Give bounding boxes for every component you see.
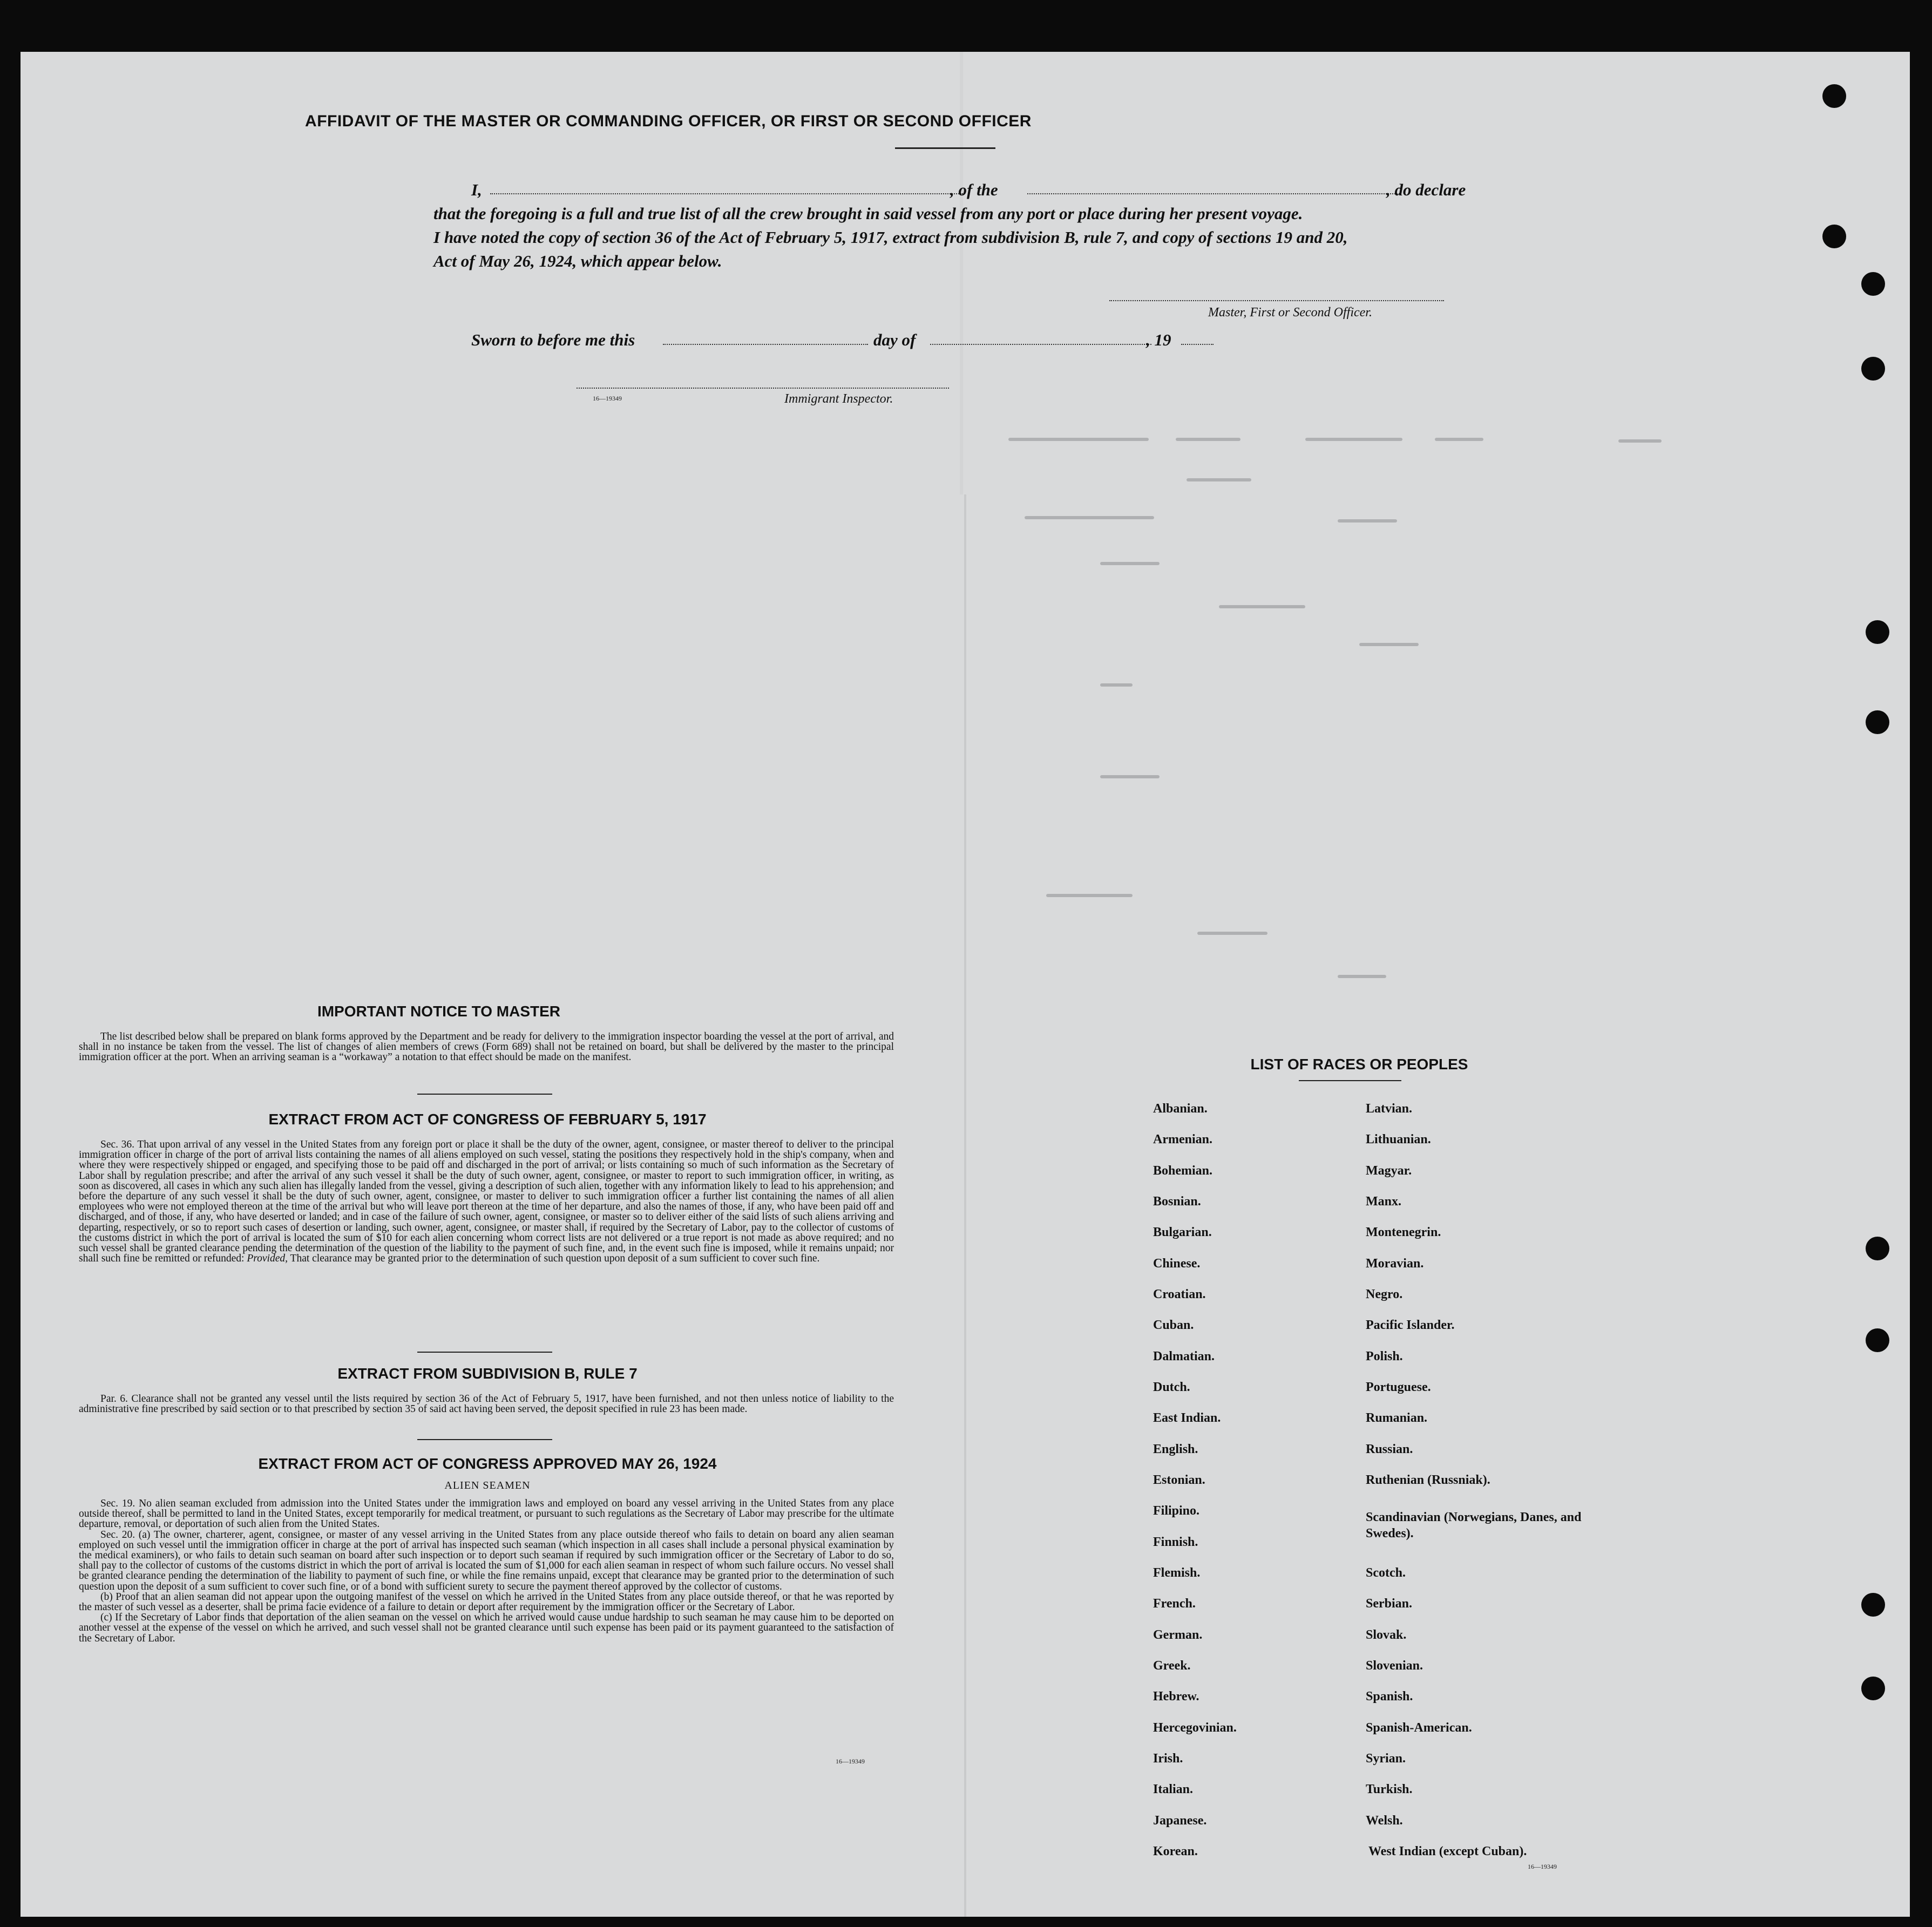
race-item: Cuban. [1153, 1318, 1194, 1332]
rule7-text [79, 1394, 894, 1414]
race-item: Spanish. [1366, 1689, 1413, 1704]
punch-hole [1866, 620, 1889, 644]
races-rule [1299, 1080, 1401, 1081]
race-item: West Indian (except Cuban). [1368, 1844, 1527, 1858]
affidavit-title: AFFIDAVIT OF THE MASTER OR COMMANDING OFFICER, OR FIRST OR SECOND OFFICER [305, 112, 1032, 130]
inspector-caption: Immigrant Inspector. [784, 392, 893, 406]
race-item: Moravian. [1366, 1257, 1424, 1271]
race-item: Spanish-American. [1366, 1721, 1472, 1735]
day-of-label: day of [873, 330, 916, 349]
race-item: Manx. [1366, 1195, 1401, 1209]
notice-rule [417, 1094, 552, 1095]
sec20a-paragraph: Sec. 20. (a) The owner, charterer, agent, consignee, or master of any vessel arriving in the United States from any place outside thereof who fails to detain on board any alien seaman employed on such vessel until the immigration officer in charge at the port of arrival has inspected such seaman (which inspection in all cases shall include a personal physical examination by the medical examiners), or who fails to detain such seaman on board after such inspection or to deport such seaman if required by such immigration officer or the Secretary of Labor to do so, shall pay to the collector of customs of the customs district in which the port of arrival is located the sum of $1,000 for each alien seaman in respect of whom such failure occurs. No vessel shall be granted clearance pending the determination of the liability to payment of such fine, or while the fine remains unpaid, except that clearance may be granted prior to the determination of such question upon the deposit of a sum sufficient to cover such fine, or of a bond with sufficient surety to secure the payment thereof approved by the collector of customs. [79, 1529, 894, 1592]
race-item: Dutch. [1153, 1380, 1190, 1394]
extract-1917-text [79, 1139, 894, 1264]
notice-text [79, 1032, 894, 1063]
affidavit-do-declare: , do declare [1386, 180, 1466, 199]
race-item: Pacific Islander. [1366, 1318, 1455, 1332]
race-item: Scandinavian (Norwegians, Danes, and Swedes). [1366, 1510, 1582, 1541]
race-item: French. [1153, 1597, 1196, 1611]
race-item: Bohemian. [1153, 1164, 1213, 1178]
sec36-label: Sec. 36. [100, 1139, 135, 1150]
race-item: Turkish. [1366, 1782, 1413, 1796]
race-item: Magyar. [1366, 1164, 1412, 1178]
race-item: Filipino. [1153, 1504, 1200, 1518]
sworn-year-field[interactable] [1181, 344, 1214, 345]
punch-hole [1822, 225, 1846, 248]
race-item: Greek. [1153, 1659, 1191, 1673]
sec36-tail: That clearance may be granted prior to the determination of such question upon deposit of a sum sufficient to cover such fine. [290, 1253, 820, 1265]
inspector-signature-field[interactable] [577, 388, 949, 389]
form-number-top: 16—19349 [593, 395, 622, 402]
race-item: Albanian. [1153, 1102, 1208, 1116]
race-item: Slovenian. [1366, 1659, 1423, 1673]
punch-hole [1822, 84, 1846, 108]
provided-word: Provided, [247, 1253, 288, 1265]
sworn-month-field[interactable] [930, 344, 1151, 345]
rule7-rule [417, 1439, 552, 1440]
race-item: Polish. [1366, 1349, 1403, 1363]
race-item: German. [1153, 1628, 1203, 1642]
punch-hole [1861, 272, 1885, 296]
race-item: Korean. [1153, 1844, 1198, 1858]
punch-hole [1866, 1328, 1889, 1352]
race-item: English. [1153, 1442, 1198, 1456]
extract-1917-title: EXTRACT FROM ACT OF CONGRESS OF FEBRUARY 5, 1917 [268, 1111, 707, 1128]
affidavit-line-3: I have noted the copy of section 36 of the Act of February 5, 1917, extract from subdivision B, rule 7, and copy of sections 19 and 20, [433, 228, 1348, 247]
signature-field[interactable] [1109, 300, 1444, 301]
vessel-field[interactable] [1027, 193, 1400, 194]
race-item: Rumanian. [1366, 1411, 1428, 1425]
race-item: East Indian. [1153, 1411, 1221, 1425]
race-item: Serbian. [1366, 1597, 1413, 1611]
fold-line [964, 494, 966, 1917]
notice-title: IMPORTANT NOTICE TO MASTER [317, 1003, 561, 1020]
rule7-body: Par. 6. Clearance shall not be granted any vessel until the lists required by section 36 of the Act of February 5, 1917, have been furnished, and not then unless notice of liability to the administrative fine prescribed by said section or to that prescribed by section 35 of said act having been served, the deposit specified in rule 23 has been made. [79, 1393, 894, 1415]
race-item: Bulgarian. [1153, 1225, 1212, 1239]
race-item: Latvian. [1366, 1102, 1413, 1116]
punch-hole [1861, 357, 1885, 381]
affidavit-i: I, [471, 180, 482, 199]
race-item: Ruthenian (Russniak). [1366, 1473, 1490, 1487]
race-item: Negro. [1366, 1287, 1403, 1301]
race-item: Bosnian. [1153, 1195, 1201, 1209]
races-title: LIST OF RACES OR PEOPLES [1250, 1056, 1468, 1073]
sec19-paragraph: Sec. 19. No alien seaman excluded from admission into the United States under the immigration laws and employed on board any vessel arriving in the United States from any place outside thereof, shall be permitted to land in the United States, except temporarily for medical treatment, or pursuant to such regulations as the Secretary of Labor may prescribe for the ultimate departure, removal, or deportation of such alien from the United States. [79, 1498, 894, 1530]
race-item: Croatian. [1153, 1287, 1206, 1301]
sec20c-paragraph: (c) If the Secretary of Labor finds that deportation of the alien seaman on the vessel on which he arrived would cause undue hardship to such seaman he may cause him to be deported on another vessel at the expense of the vessel on which he arrived, and such vessel shall not be granted clearance until such expense has been paid or its payment guaranteed to the satisfaction of the Secretary of Labor. [79, 1612, 894, 1644]
punch-hole [1866, 1237, 1889, 1260]
sec20b-paragraph: (b) Proof that an alien seaman did not appear upon the outgoing manifest of the vessel on which he arrived in the United States from any place outside thereof, or that he was reported by the master of such vessel as a deserter, shall be prima facie evidence of a failure to detain or deport after requirement by the immigration officer or the Secretary of Labor. [79, 1591, 894, 1613]
race-item: Portuguese. [1366, 1380, 1431, 1394]
name-field[interactable] [490, 193, 963, 194]
race-item: Estonian. [1153, 1473, 1205, 1487]
race-item: Slovak. [1366, 1628, 1407, 1642]
extract-1924-title: EXTRACT FROM ACT OF CONGRESS APPROVED MAY 26, 1924 [258, 1455, 717, 1472]
extract-1924-text [79, 1498, 894, 1644]
year-label: , 19 [1146, 330, 1171, 349]
race-item: Hebrew. [1153, 1689, 1199, 1704]
race-item: Italian. [1153, 1782, 1194, 1796]
form-number-right: 16—19349 [1528, 1863, 1557, 1870]
affidavit-line-4: Act of May 26, 1924, which appear below. [433, 252, 722, 270]
alien-seamen-subtitle: ALIEN SEAMEN [444, 1480, 531, 1491]
punch-hole [1861, 1677, 1885, 1700]
notice-body: The list described below shall be prepared on blank forms approved by the Department and be ready for delivery to the immigration inspector boarding the vessel at the port of arrival, and shall in no instance be taken from the vessel. The list of changes of alien members of crews (Form 689) shall not be retained on board, but shall be delivered by the master to the principal immigration officer at the port. When an arriving seaman is a “workaway” a notation to that effect should be made on the manifest. [79, 1031, 894, 1063]
race-item: Montenegrin. [1366, 1225, 1441, 1239]
race-item: Scotch. [1366, 1566, 1406, 1580]
race-item: Welsh. [1366, 1814, 1403, 1828]
title-rule [895, 147, 995, 149]
race-item: Hercegovinian. [1153, 1721, 1237, 1735]
signature-caption: Master, First or Second Officer. [1208, 306, 1372, 320]
sworn-day-field[interactable] [663, 344, 868, 345]
race-item: Finnish. [1153, 1535, 1198, 1549]
race-item: Lithuanian. [1366, 1132, 1431, 1146]
race-item: Japanese. [1153, 1814, 1207, 1828]
race-item: Irish. [1153, 1752, 1183, 1766]
punch-hole [1866, 710, 1889, 734]
affidavit-line-2: that the foregoing is a full and true list of all the crew brought in said vessel from any port or place during her present voyage. [433, 204, 1303, 223]
punch-hole [1861, 1593, 1885, 1617]
extract-1917-rule [417, 1352, 552, 1353]
form-number-left: 16—19349 [836, 1758, 865, 1765]
race-item: Armenian. [1153, 1132, 1212, 1146]
race-item: Dalmatian. [1153, 1349, 1215, 1363]
race-item: Flemish. [1153, 1566, 1201, 1580]
sec36-body: That upon arrival of any vessel in the United States from any foreign port or place it shall be the duty of the owner, agent, consignee, or master thereof to deliver to the principal immigration officer in charge of the port of arrival lists containing the names of all aliens employed on such vessel, stating the positions they respectively hold in the ship's company, when and where they were respectively shipped or engaged, and specifying those to be paid off and discharged in the port of arrival; or lists containing so much of such information as the Secretary of Labor shall by regulation prescribe; and after the arrival of any such vessel it shall be the duty of such owner, agent, consignee, or master to report to such immigration officer, in writing, as soon as discovered, all cases in which any such alien has illegally landed from the vessel, giving a description of such alien, together with any information likely to lead to his apprehension; and before the departure of any such vessel it shall be the duty of such owner, agent, consignee, or master to deliver to such immigration officer a further list containing the names of all alien employees who were not employed thereon at the time of the arrival but who will leave port thereon at the time of her departure, and also the names of those, if any, who have been paid off and discharged, and of those, if any, who have deserted or landed; and in case of the failure of such owner, agent, consignee, or master so to deliver either of the said lists of such aliens arriving and departing, respectively, or so to report such cases of desertion or landing, such owner, agent, consignee, or master shall, if required by the Secretary of Labor, pay to the collector of customs of the customs district in which the port of arrival is located the sum of $10 for each alien concerning whom correct lists are not delivered or a true report is not made as above required; and no such vessel shall be granted clearance pending the determination of the question of the liability to the payment of such fine, and, in the event such fine is imposed, while it remains unpaid; nor shall such fine be remitted or refunded: [79, 1139, 894, 1265]
affidavit-of-the: , of the [950, 180, 998, 199]
sworn-label: Sworn to before me this [471, 330, 635, 349]
race-item: Chinese. [1153, 1257, 1201, 1271]
rule7-title: EXTRACT FROM SUBDIVISION B, RULE 7 [337, 1365, 638, 1382]
race-item: Syrian. [1366, 1752, 1406, 1766]
race-item: Russian. [1366, 1442, 1413, 1456]
document-page [21, 52, 1910, 1917]
